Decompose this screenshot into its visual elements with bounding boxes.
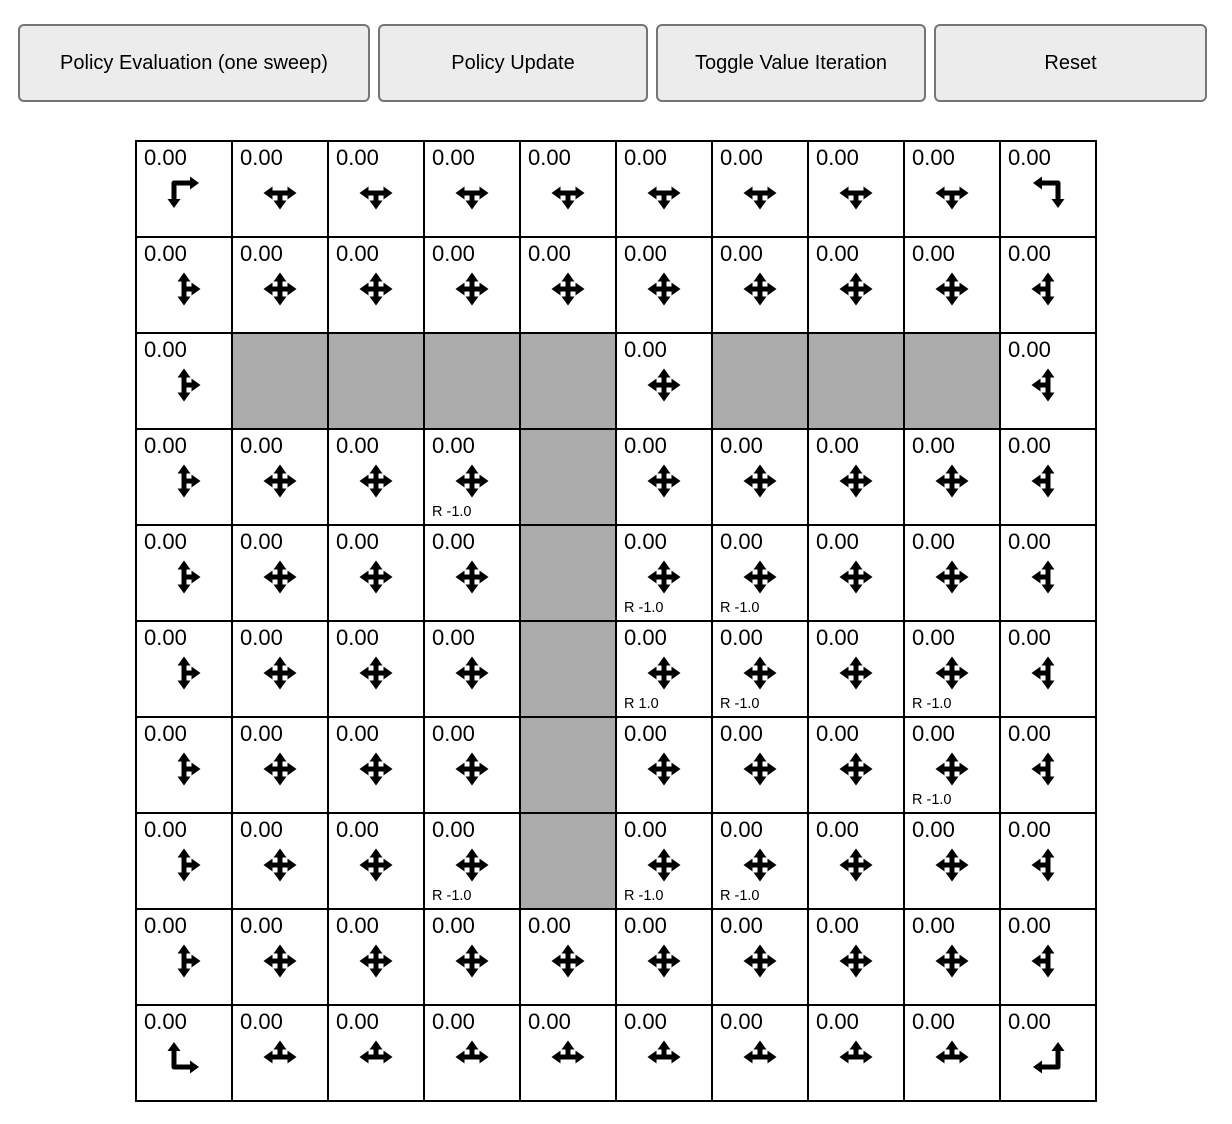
policy-arrow-icon — [1030, 655, 1066, 691]
state-value: 0.00 — [144, 625, 187, 650]
grid-cell — [808, 525, 904, 621]
policy-arrow-icon — [742, 1039, 778, 1075]
state-value: 0.00 — [144, 337, 187, 362]
state-value: 0.00 — [336, 913, 379, 938]
grid-cell — [232, 141, 328, 237]
state-value: 0.00 — [1008, 433, 1051, 458]
state-value: 0.00 — [528, 913, 571, 938]
wall-cell — [328, 333, 424, 429]
policy-arrow-icon — [646, 559, 682, 595]
state-value: 0.00 — [912, 145, 955, 170]
reward-label: R -1.0 — [912, 792, 952, 808]
state-value: 0.00 — [912, 241, 955, 266]
reward-label: R -1.0 — [720, 600, 760, 616]
policy-arrow-icon — [934, 463, 970, 499]
grid-cell — [232, 909, 328, 1005]
policy-arrow-icon — [646, 943, 682, 979]
wall-cell — [904, 333, 1000, 429]
policy-arrow-icon — [262, 271, 298, 307]
grid-cell — [232, 525, 328, 621]
state-value: 0.00 — [336, 721, 379, 746]
state-value: 0.00 — [816, 145, 859, 170]
policy-arrow-icon — [838, 655, 874, 691]
policy-arrow-icon — [838, 943, 874, 979]
policy-update-button[interactable]: Policy Update — [378, 24, 648, 102]
state-value: 0.00 — [720, 529, 763, 554]
policy-arrow-icon — [838, 463, 874, 499]
policy-arrow-icon — [262, 1039, 298, 1075]
state-value: 0.00 — [528, 145, 571, 170]
policy-arrow-icon — [1030, 751, 1066, 787]
wall-cell — [520, 717, 616, 813]
grid-cell — [616, 429, 712, 525]
toggle-value-iteration-button[interactable]: Toggle Value Iteration — [656, 24, 926, 102]
grid-cell — [808, 621, 904, 717]
grid-cell — [712, 621, 808, 717]
grid-cell — [712, 429, 808, 525]
grid-cell — [808, 717, 904, 813]
state-value: 0.00 — [1008, 721, 1051, 746]
policy-arrow-icon — [358, 943, 394, 979]
grid-cell — [520, 1005, 616, 1101]
grid-cell — [1000, 333, 1096, 429]
policy-arrow-icon — [838, 847, 874, 883]
state-value: 0.00 — [1008, 337, 1051, 362]
state-value: 0.00 — [240, 145, 283, 170]
state-value: 0.00 — [240, 817, 283, 842]
grid-cell — [808, 141, 904, 237]
policy-arrow-icon — [166, 943, 202, 979]
grid-cell — [328, 717, 424, 813]
policy-arrow-icon — [646, 655, 682, 691]
grid-cell — [424, 1005, 520, 1101]
grid-cell — [136, 141, 232, 237]
wall-cell — [520, 525, 616, 621]
state-value: 0.00 — [432, 625, 475, 650]
state-value: 0.00 — [240, 241, 283, 266]
policy-arrow-icon — [166, 175, 202, 211]
grid-cell — [904, 1005, 1000, 1101]
policy-arrow-icon — [1030, 1039, 1066, 1075]
state-value: 0.00 — [624, 625, 667, 650]
policy-arrow-icon — [262, 175, 298, 211]
policy-arrow-icon — [934, 751, 970, 787]
policy-arrow-icon — [358, 751, 394, 787]
state-value: 0.00 — [624, 1009, 667, 1034]
state-value: 0.00 — [432, 145, 475, 170]
grid-cell — [136, 621, 232, 717]
grid-cell — [424, 813, 520, 909]
grid-cell — [136, 525, 232, 621]
state-value: 0.00 — [144, 529, 187, 554]
grid-cell — [136, 813, 232, 909]
policy-arrow-icon — [454, 847, 490, 883]
wall-cell — [520, 621, 616, 717]
policy-arrow-icon — [454, 271, 490, 307]
state-value: 0.00 — [816, 913, 859, 938]
policy-arrow-icon — [358, 559, 394, 595]
grid-cell — [616, 621, 712, 717]
grid-cell — [424, 429, 520, 525]
grid-cell — [424, 237, 520, 333]
policy-arrow-icon — [550, 943, 586, 979]
grid-cell — [904, 525, 1000, 621]
reset-button[interactable]: Reset — [934, 24, 1207, 102]
policy-arrow-icon — [934, 271, 970, 307]
policy-arrow-icon — [166, 367, 202, 403]
state-value: 0.00 — [432, 1009, 475, 1034]
policy-arrow-icon — [454, 463, 490, 499]
state-value: 0.00 — [144, 433, 187, 458]
state-value: 0.00 — [816, 529, 859, 554]
grid-cell — [328, 141, 424, 237]
policy-arrow-icon — [1030, 943, 1066, 979]
state-value: 0.00 — [144, 145, 187, 170]
grid-cell — [328, 429, 424, 525]
state-value: 0.00 — [144, 817, 187, 842]
policy-arrow-icon — [262, 751, 298, 787]
policy-arrow-icon — [742, 751, 778, 787]
grid-cell — [520, 237, 616, 333]
grid-cell — [808, 813, 904, 909]
policy-arrow-icon — [262, 655, 298, 691]
grid-cell — [712, 237, 808, 333]
wall-cell — [712, 333, 808, 429]
state-value: 0.00 — [912, 529, 955, 554]
grid-cell — [136, 717, 232, 813]
state-value: 0.00 — [240, 625, 283, 650]
policy-arrow-icon — [646, 175, 682, 211]
policy-arrow-icon — [166, 1039, 202, 1075]
policy-arrow-icon — [838, 1039, 874, 1075]
policy-arrow-icon — [646, 1039, 682, 1075]
policy-arrow-icon — [934, 943, 970, 979]
state-value: 0.00 — [240, 433, 283, 458]
state-value: 0.00 — [912, 1009, 955, 1034]
policy-arrow-icon — [262, 559, 298, 595]
state-value: 0.00 — [720, 145, 763, 170]
policy-arrow-icon — [646, 367, 682, 403]
grid-cell — [232, 621, 328, 717]
state-value: 0.00 — [720, 433, 763, 458]
grid-cell — [232, 1005, 328, 1101]
grid-cell — [136, 1005, 232, 1101]
grid-cell — [616, 141, 712, 237]
policy-arrow-icon — [262, 847, 298, 883]
policy-arrow-icon — [934, 1039, 970, 1075]
policy-arrow-icon — [934, 175, 970, 211]
wall-cell — [808, 333, 904, 429]
state-value: 0.00 — [240, 721, 283, 746]
state-value: 0.00 — [816, 721, 859, 746]
state-value: 0.00 — [1008, 1009, 1051, 1034]
policy-arrow-icon — [742, 271, 778, 307]
grid-cell — [712, 717, 808, 813]
state-value: 0.00 — [912, 913, 955, 938]
policy-arrow-icon — [1030, 367, 1066, 403]
policy-arrow-icon — [358, 847, 394, 883]
grid-cell — [616, 909, 712, 1005]
state-value: 0.00 — [720, 817, 763, 842]
state-value: 0.00 — [432, 241, 475, 266]
grid-cell — [232, 813, 328, 909]
toolbar — [0, 0, 1232, 102]
state-value: 0.00 — [816, 1009, 859, 1034]
reward-label: R -1.0 — [624, 600, 664, 616]
state-value: 0.00 — [624, 817, 667, 842]
state-value: 0.00 — [624, 433, 667, 458]
grid-cell — [232, 717, 328, 813]
state-value: 0.00 — [912, 433, 955, 458]
policy-arrow-icon — [742, 463, 778, 499]
grid-cell — [520, 141, 616, 237]
grid-cell — [328, 813, 424, 909]
state-value: 0.00 — [144, 1009, 187, 1034]
grid-cell — [424, 717, 520, 813]
grid-cell — [904, 909, 1000, 1005]
policy-arrow-icon — [934, 655, 970, 691]
policy-arrow-icon — [454, 1039, 490, 1075]
policy-arrow-icon — [358, 655, 394, 691]
state-value: 0.00 — [624, 721, 667, 746]
grid-cell — [712, 141, 808, 237]
reward-label: R -1.0 — [720, 888, 760, 904]
state-value: 0.00 — [624, 241, 667, 266]
state-value: 0.00 — [1008, 913, 1051, 938]
policy-arrow-icon — [1030, 463, 1066, 499]
state-value: 0.00 — [1008, 625, 1051, 650]
wall-cell — [232, 333, 328, 429]
grid-cell — [1000, 429, 1096, 525]
grid-cell — [616, 717, 712, 813]
grid-cell — [616, 333, 712, 429]
state-value: 0.00 — [528, 241, 571, 266]
grid-cell — [1000, 717, 1096, 813]
state-value: 0.00 — [336, 529, 379, 554]
grid-cell — [1000, 909, 1096, 1005]
grid-cell — [328, 1005, 424, 1101]
state-value: 0.00 — [336, 817, 379, 842]
wall-cell — [424, 333, 520, 429]
grid-cell — [904, 813, 1000, 909]
policy-arrow-icon — [358, 1039, 394, 1075]
grid-cell — [1000, 237, 1096, 333]
grid-cell — [1000, 525, 1096, 621]
state-value: 0.00 — [240, 529, 283, 554]
grid-cell — [904, 717, 1000, 813]
reward-label: R -1.0 — [720, 696, 760, 712]
state-value: 0.00 — [336, 145, 379, 170]
state-value: 0.00 — [432, 529, 475, 554]
state-value: 0.00 — [912, 625, 955, 650]
policy-arrow-icon — [550, 1039, 586, 1075]
state-value: 0.00 — [336, 1009, 379, 1034]
policy-arrow-icon — [166, 463, 202, 499]
state-value: 0.00 — [336, 433, 379, 458]
policy-arrow-icon — [838, 751, 874, 787]
grid-cell — [712, 1005, 808, 1101]
policy-evaluation-button[interactable]: Policy Evaluation (one sweep) — [18, 24, 370, 102]
state-value: 0.00 — [816, 241, 859, 266]
state-value: 0.00 — [144, 721, 187, 746]
state-value: 0.00 — [912, 721, 955, 746]
reward-label: R -1.0 — [432, 888, 472, 904]
grid-cell — [328, 525, 424, 621]
state-value: 0.00 — [144, 241, 187, 266]
state-value: 0.00 — [240, 1009, 283, 1034]
grid-cell — [808, 429, 904, 525]
policy-arrow-icon — [454, 751, 490, 787]
policy-arrow-icon — [646, 271, 682, 307]
grid-cell — [712, 525, 808, 621]
grid-cell — [616, 1005, 712, 1101]
policy-arrow-icon — [358, 175, 394, 211]
policy-arrow-icon — [550, 175, 586, 211]
state-value: 0.00 — [240, 913, 283, 938]
policy-arrow-icon — [454, 655, 490, 691]
reward-label: R -1.0 — [912, 696, 952, 712]
grid-cell — [808, 237, 904, 333]
state-value: 0.00 — [1008, 529, 1051, 554]
grid-cell — [328, 909, 424, 1005]
policy-arrow-icon — [934, 847, 970, 883]
state-value: 0.00 — [432, 817, 475, 842]
grid-cell — [232, 429, 328, 525]
wall-cell — [520, 333, 616, 429]
state-value: 0.00 — [816, 433, 859, 458]
grid-cell — [424, 525, 520, 621]
policy-arrow-icon — [454, 175, 490, 211]
grid-cell — [616, 237, 712, 333]
policy-arrow-icon — [454, 559, 490, 595]
policy-arrow-icon — [358, 271, 394, 307]
state-value: 0.00 — [528, 1009, 571, 1034]
policy-arrow-icon — [358, 463, 394, 499]
grid-cell — [904, 141, 1000, 237]
policy-arrow-icon — [646, 751, 682, 787]
policy-arrow-icon — [166, 847, 202, 883]
policy-arrow-icon — [742, 943, 778, 979]
policy-arrow-icon — [742, 559, 778, 595]
grid-cell — [904, 621, 1000, 717]
policy-arrow-icon — [262, 463, 298, 499]
grid-cell — [328, 621, 424, 717]
state-value: 0.00 — [336, 625, 379, 650]
grid-cell — [520, 909, 616, 1005]
policy-arrow-icon — [742, 655, 778, 691]
wall-cell — [520, 813, 616, 909]
state-value: 0.00 — [624, 529, 667, 554]
grid-cell — [136, 333, 232, 429]
policy-arrow-icon — [838, 271, 874, 307]
policy-arrow-icon — [742, 175, 778, 211]
policy-arrow-icon — [838, 559, 874, 595]
state-value: 0.00 — [912, 817, 955, 842]
state-value: 0.00 — [432, 433, 475, 458]
grid-cell — [1000, 621, 1096, 717]
grid-cell — [424, 621, 520, 717]
state-value: 0.00 — [720, 1009, 763, 1034]
state-value: 0.00 — [624, 145, 667, 170]
grid-cell — [1000, 141, 1096, 237]
policy-arrow-icon — [454, 943, 490, 979]
policy-arrow-icon — [742, 847, 778, 883]
policy-arrow-icon — [550, 271, 586, 307]
state-value: 0.00 — [624, 913, 667, 938]
state-value: 0.00 — [1008, 145, 1051, 170]
state-value: 0.00 — [720, 721, 763, 746]
state-value: 0.00 — [816, 817, 859, 842]
grid-cell — [712, 909, 808, 1005]
state-value: 0.00 — [336, 241, 379, 266]
grid-cell — [136, 237, 232, 333]
reward-label: R 1.0 — [624, 696, 659, 712]
state-value: 0.00 — [720, 241, 763, 266]
grid-cell — [808, 1005, 904, 1101]
state-value: 0.00 — [1008, 817, 1051, 842]
grid-cell — [808, 909, 904, 1005]
state-value: 0.00 — [720, 625, 763, 650]
state-value: 0.00 — [624, 337, 667, 362]
policy-arrow-icon — [166, 559, 202, 595]
grid-cell — [616, 525, 712, 621]
policy-arrow-icon — [262, 943, 298, 979]
state-value: 0.00 — [432, 913, 475, 938]
policy-arrow-icon — [1030, 175, 1066, 211]
grid-cell — [712, 813, 808, 909]
grid-cell — [136, 429, 232, 525]
state-value: 0.00 — [432, 721, 475, 746]
gridworld-grid — [135, 140, 1097, 1102]
grid-cell — [904, 429, 1000, 525]
state-value: 0.00 — [144, 913, 187, 938]
policy-arrow-icon — [1030, 847, 1066, 883]
grid-cell — [616, 813, 712, 909]
policy-arrow-icon — [166, 655, 202, 691]
policy-arrow-icon — [166, 271, 202, 307]
grid-cell — [424, 141, 520, 237]
policy-arrow-icon — [1030, 559, 1066, 595]
grid-cell — [424, 909, 520, 1005]
policy-arrow-icon — [838, 175, 874, 211]
policy-arrow-icon — [646, 847, 682, 883]
grid-cell — [1000, 1005, 1096, 1101]
grid-cell — [328, 237, 424, 333]
reward-label: R -1.0 — [624, 888, 664, 904]
policy-arrow-icon — [1030, 271, 1066, 307]
state-value: 0.00 — [720, 913, 763, 938]
policy-arrow-icon — [166, 751, 202, 787]
policy-arrow-icon — [934, 559, 970, 595]
state-value: 0.00 — [816, 625, 859, 650]
reward-label: R -1.0 — [432, 504, 472, 520]
state-value: 0.00 — [1008, 241, 1051, 266]
grid-cell — [232, 237, 328, 333]
grid-cell — [904, 237, 1000, 333]
grid-cell — [1000, 813, 1096, 909]
policy-arrow-icon — [646, 463, 682, 499]
wall-cell — [520, 429, 616, 525]
grid-cell — [136, 909, 232, 1005]
